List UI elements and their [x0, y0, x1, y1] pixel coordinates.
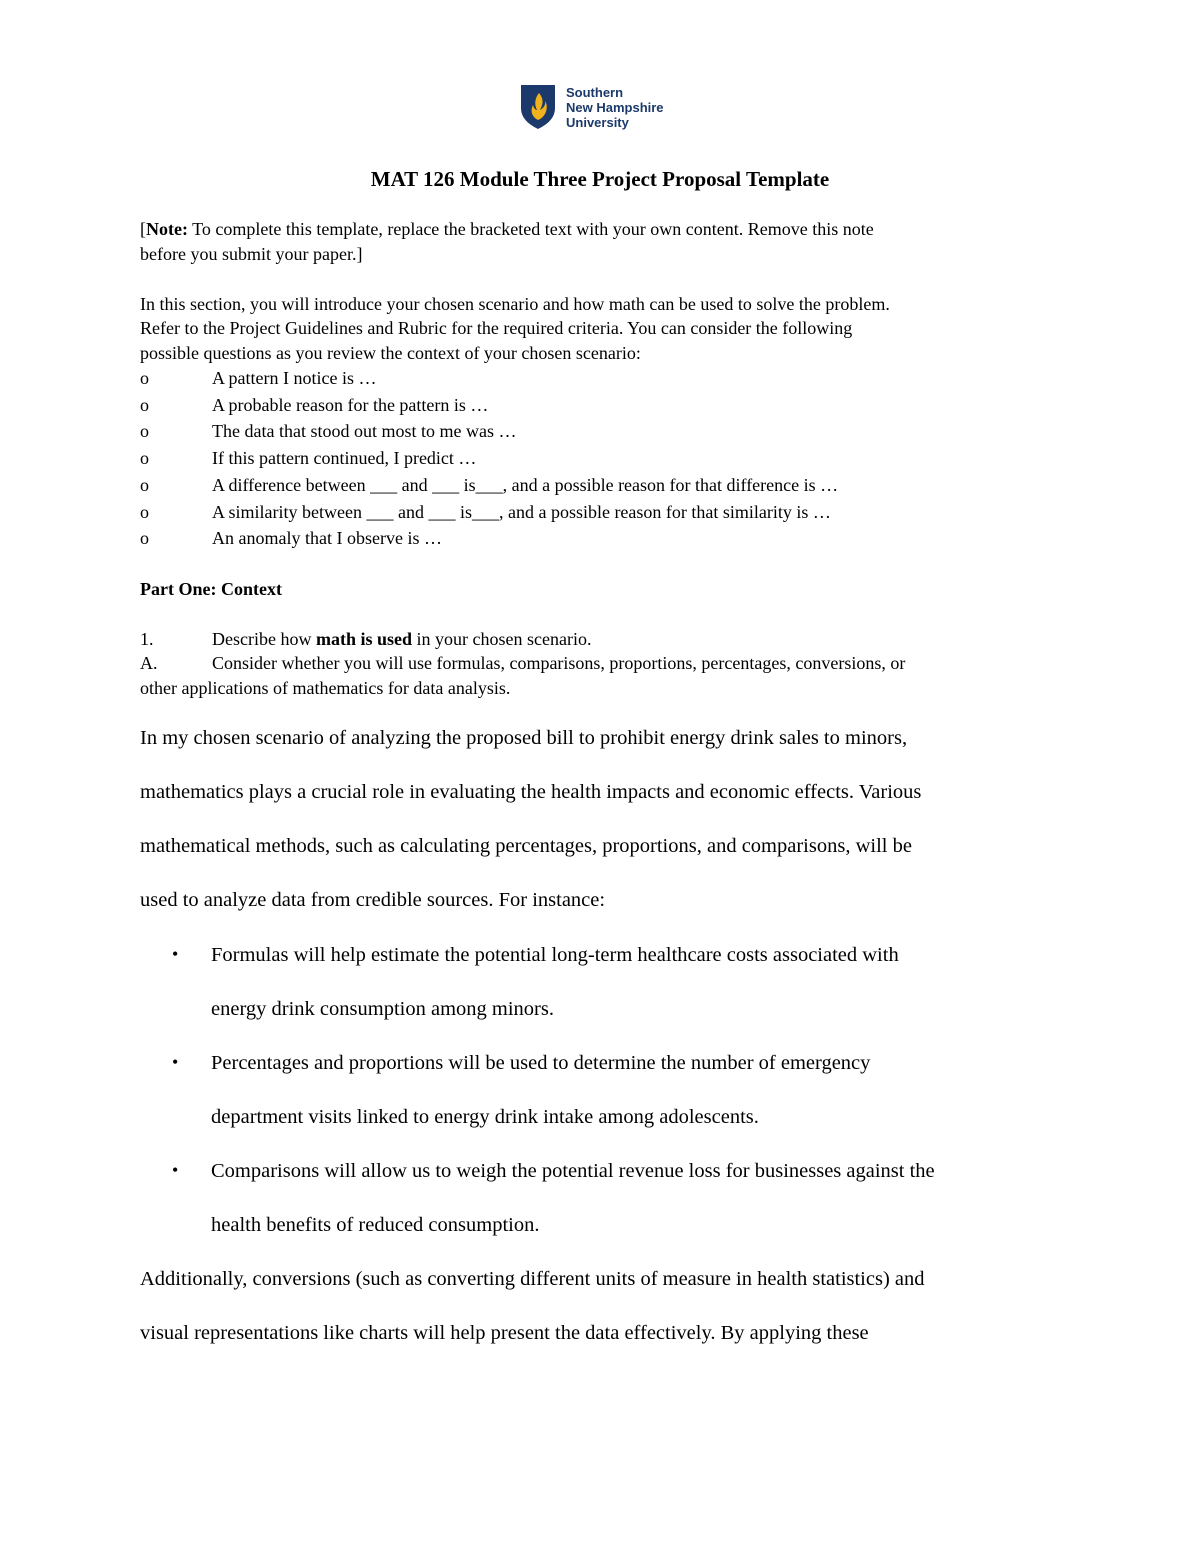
- list-marker: o: [140, 368, 149, 388]
- intro-line-3: possible questions as you review the context of your chosen scenario:: [140, 343, 641, 363]
- bullet-dot: •: [172, 1160, 179, 1180]
- bullet-line: Formulas will help estimate the potential long-term healthcare costs associated with: [211, 944, 899, 966]
- logo-line-3: University: [566, 115, 629, 130]
- list-marker: o: [140, 421, 149, 441]
- response-line: Additionally, conversions (such as converting different units of measure in health statistics) and: [140, 1268, 925, 1290]
- bullet-line: Percentages and proportions will be used to determine the number of emergency: [211, 1052, 871, 1074]
- bullet-dot: •: [172, 1052, 179, 1072]
- university-logo: [520, 84, 664, 130]
- question-text: A similarity between ___ and ___ is___, and a possible reason for that similarity is …: [212, 502, 831, 522]
- question-text: If this pattern continued, I predict …: [212, 448, 477, 468]
- shield-flame-icon: [520, 84, 556, 130]
- section-heading: Part One: Context: [140, 579, 282, 599]
- question-text: A probable reason for the pattern is …: [212, 395, 489, 415]
- response-line: mathematics plays a crucial role in evaluating the health impacts and economic effects. Various: [140, 781, 922, 803]
- note-label: Note:: [146, 219, 188, 239]
- intro-line-1: In this section, you will introduce your chosen scenario and how math can be used to solve the problem.: [140, 294, 890, 314]
- prompt-text: [212, 627, 591, 652]
- response-line: used to analyze data from credible sources. For instance:: [140, 889, 606, 911]
- list-marker: o: [140, 395, 149, 415]
- logo-line-1: Southern: [566, 85, 624, 100]
- bullet-line: health benefits of reduced consumption.: [211, 1214, 540, 1236]
- note-bracket: [: [140, 219, 146, 239]
- prompt-a-line-2: other applications of mathematics for data analysis.: [140, 678, 511, 698]
- prompt-text-post: in your chosen scenario.: [412, 629, 592, 649]
- note-text: To complete this template, replace the bracketed text with your own content. Remove this note: [187, 219, 874, 239]
- prompt-text-pre: Describe how: [212, 629, 316, 649]
- note-line-2: before you submit your paper.]: [140, 244, 363, 264]
- response-line: mathematical methods, such as calculating percentages, proportions, and comparisons, will be: [140, 835, 912, 857]
- prompt-letter: A.: [140, 653, 158, 673]
- list-marker: o: [140, 448, 149, 468]
- bullet-line: energy drink consumption among minors.: [211, 998, 554, 1020]
- logo-wordmark: [566, 85, 664, 130]
- logo-line-2: New Hampshire: [566, 100, 664, 115]
- prompt-number: 1.: [140, 629, 154, 649]
- prompt-text-bold: math is used: [315, 629, 412, 649]
- list-marker: o: [140, 502, 149, 522]
- prompt-a-text: Consider whether you will use formulas, comparisons, proportions, percentages, conversions, or: [212, 653, 906, 673]
- question-text: A difference between ___ and ___ is___, and a possible reason for that difference is …: [212, 475, 839, 495]
- response-line: visual representations like charts will help present the data effectively. By applying these: [140, 1322, 869, 1344]
- page-title: MAT 126 Module Three Project Proposal Template: [370, 167, 830, 191]
- list-marker: o: [140, 475, 149, 495]
- bullet-dot: •: [172, 944, 179, 964]
- intro-line-2: Refer to the Project Guidelines and Rubric for the required criteria. You can consider the following: [140, 318, 853, 338]
- question-text: The data that stood out most to me was …: [212, 421, 517, 441]
- bullet-line: department visits linked to energy drink intake among adolescents.: [211, 1106, 759, 1128]
- question-text: An anomaly that I observe is …: [212, 528, 442, 548]
- note-line-1: [140, 217, 1060, 242]
- question-text: A pattern I notice is …: [212, 368, 377, 388]
- bullet-line: Comparisons will allow us to weigh the potential revenue loss for businesses against the: [211, 1160, 935, 1182]
- list-marker: o: [140, 528, 149, 548]
- response-line: In my chosen scenario of analyzing the proposed bill to prohibit energy drink sales to minors,: [140, 727, 908, 749]
